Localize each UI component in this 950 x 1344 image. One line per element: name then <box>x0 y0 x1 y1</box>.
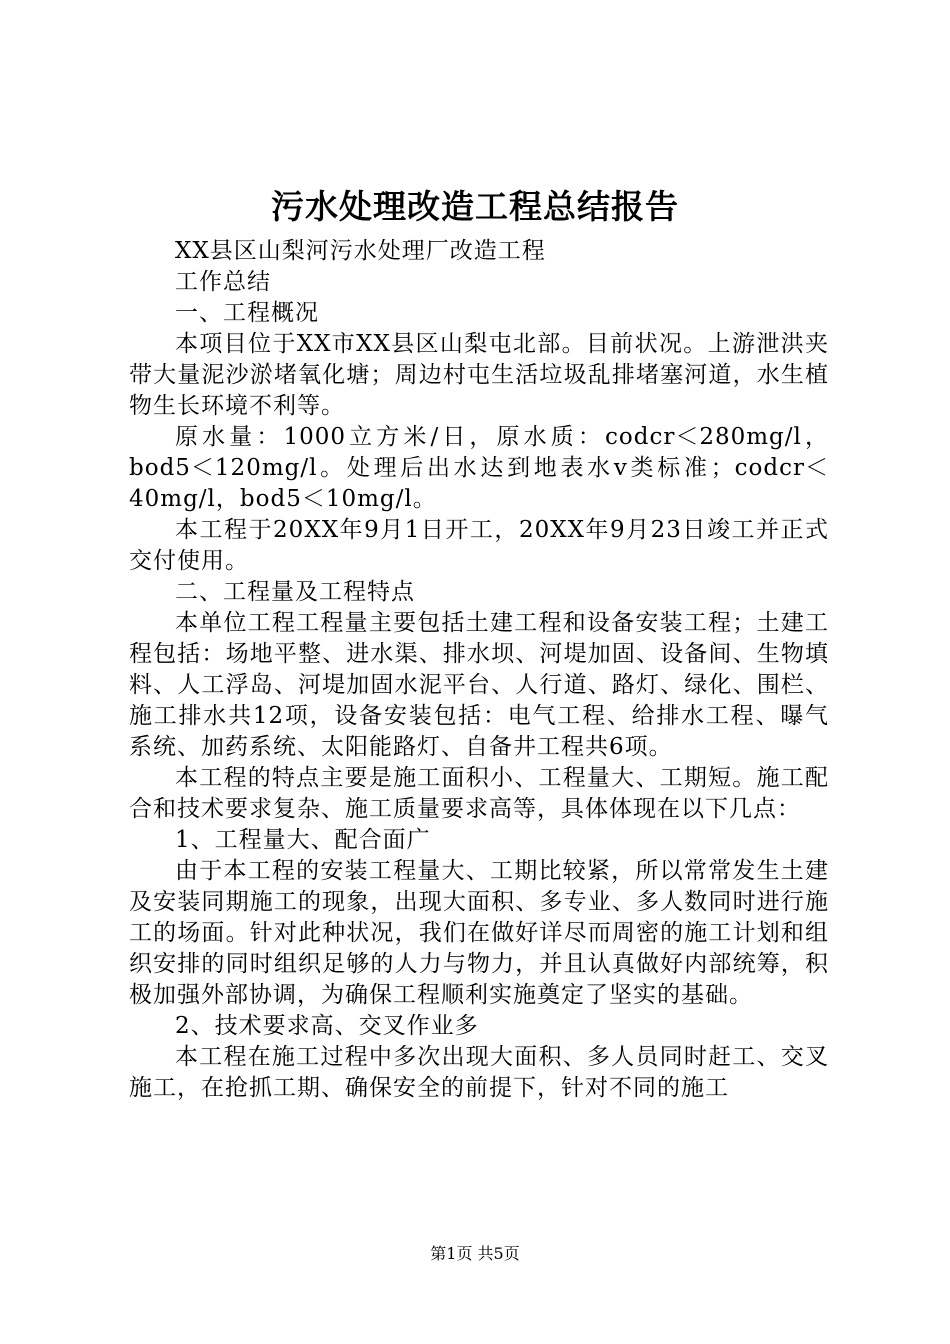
paragraph: 本项目位于XX市XX县区山梨屯北部。目前状况。上游泄洪夹带大量泥沙淤堵氧化塘；周边村屯生活垃圾乱排堵塞河道，水生植物生长环境不利等。 <box>129 331 829 419</box>
section-heading: 二、工程量及工程特点 <box>175 579 415 605</box>
subsection-heading: 2、技术要求高、交叉作业多 <box>175 1013 479 1039</box>
paragraph: 本工程于20XX年9月1日开工，20XX年9月23日竣工并正式交付使用。 <box>129 517 829 574</box>
paragraph: 本工程在施工过程中多次出现大面积、多人员同时赶工、交叉施工，在抢抓工期、确保安全的前提下，针对不同的施工 <box>129 1044 829 1101</box>
paragraph: 由于本工程的安装工程量大、工期比较紧，所以常常发生土建及安装同期施工的现象，出现大面积、多专业、多人数同时进行施工的场面。针对此种状况，我们在做好详尽而周密的施工计划和组织安排的同时组织足够的人力与物力，并且认真做好内部统筹，积极加强外部协调，为确保工程顺利实施奠定了坚实的基础。 <box>129 858 829 1008</box>
paragraph: 本工程的特点主要是施工面积小、工程量大、工期短。施工配合和技术要求复杂、施工质量要求高等，具体体现在以下几点： <box>129 765 829 822</box>
section-heading: 一、工程概况 <box>175 300 319 326</box>
document-title: 污水处理改造工程总结报告 <box>271 187 679 226</box>
page-footer: 第1页 共5页 <box>430 1244 520 1263</box>
paragraph: 工作总结 <box>175 269 271 295</box>
document-body <box>129 236 829 1104</box>
paragraph: 本单位工程工程量主要包括土建工程和设备安装工程；土建工程包括：场地平整、进水渠、排水坝、河堤加固、设备间、生物填料、人工浮岛、河堤加固水泥平台、人行道、路灯、绿化、围栏、施工排水共12项，设备安装包括：电气工程、给排水工程、曝气系统、加药系统、太阳能路灯、自备井工程共6项。 <box>129 610 829 760</box>
subsection-heading: 1、工程量大、配合面广 <box>175 827 431 853</box>
paragraph: XX县区山梨河污水处理厂改造工程 <box>175 238 546 264</box>
paragraph: 原水量：1000立方米/日，原水质：codcr＜280mg/l，bod5＜120mg/l。处理后出水达到地表水v类标准；codcr＜40mg/l，bod5＜10mg/l。 <box>129 424 829 512</box>
